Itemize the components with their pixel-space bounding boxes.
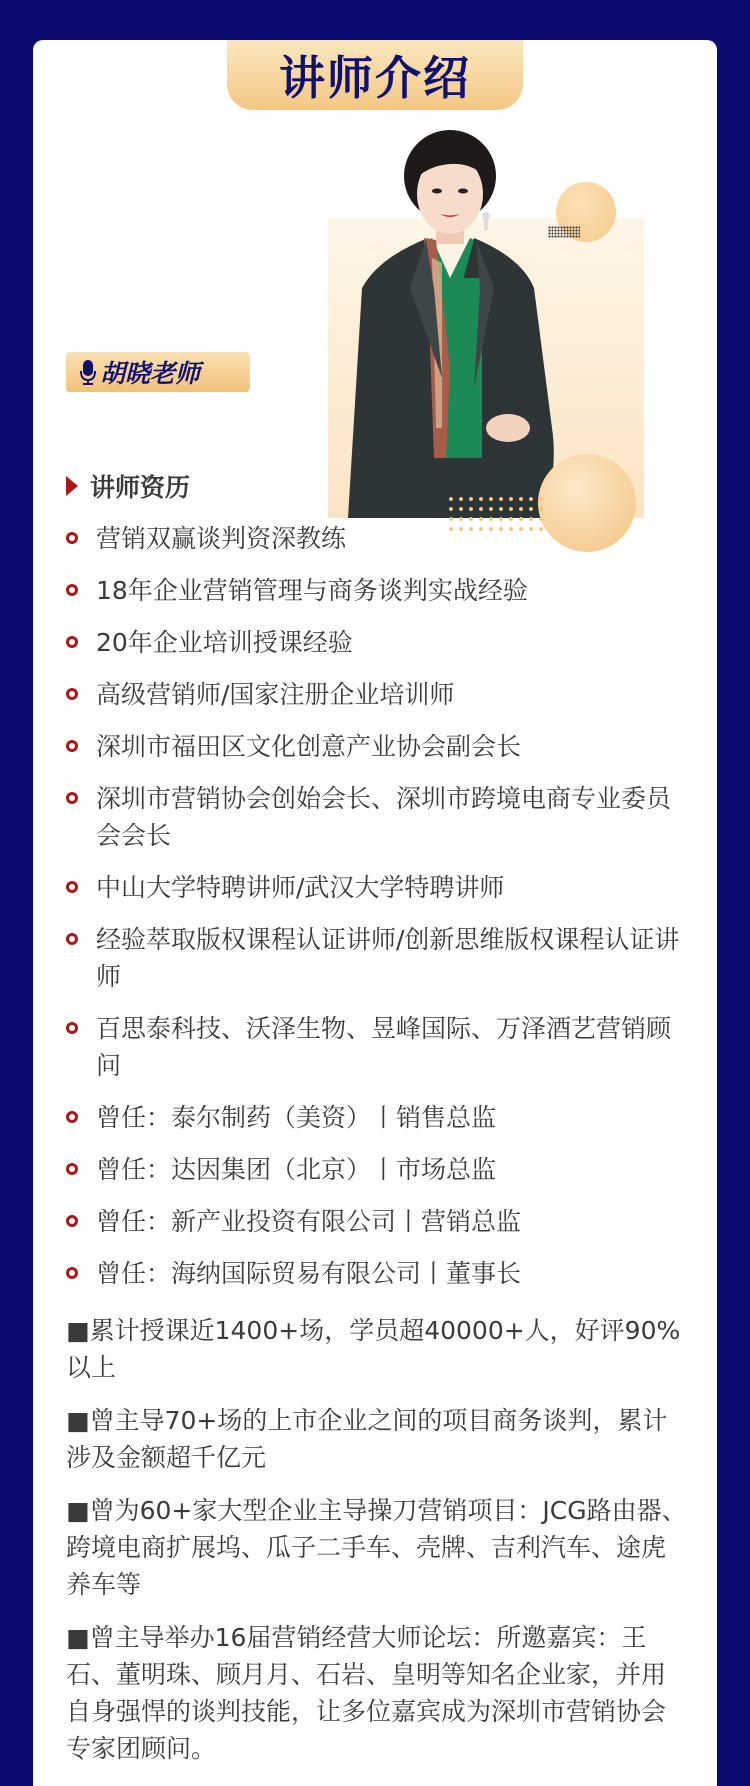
list-item: 营销双赢谈判资深教练 <box>64 520 684 557</box>
microphone-icon <box>80 358 96 386</box>
teacher-portrait <box>338 128 586 518</box>
list-item: 曾任：海纳国际贸易有限公司丨董事长 <box>64 1255 684 1292</box>
list-item: 中山大学特聘讲师/武汉大学特聘讲师 <box>64 869 684 906</box>
ring-bullet-icon <box>66 933 78 945</box>
list-item: 曾任：新产业投资有限公司丨营销总监 <box>64 1203 684 1240</box>
list-item: 曾任：泰尔制药（美资）丨销售总监 <box>64 1099 684 1136</box>
achievement-paragraphs <box>66 1312 690 1783</box>
ring-bullet-icon <box>66 1163 78 1175</box>
list-item: 经验萃取版权课程认证讲师/创新思维版权课程认证讲师 <box>64 921 684 995</box>
teacher-name-badge <box>66 352 250 392</box>
achievement-paragraph: ■曾为60+家大型企业主导操刀营销项目：JCG路由器、跨境电商扩展坞、瓜子二手车、壳牌、吉利汽车、途虎养车等 <box>66 1496 687 1599</box>
ring-bullet-icon <box>66 584 78 596</box>
list-item: 高级营销师/国家注册企业培训师 <box>64 676 684 713</box>
ring-bullet-icon <box>66 1215 78 1227</box>
achievement-paragraph: ■曾主导70+场的上市企业之间的项目商务谈判，累计涉及金额超千亿元 <box>66 1406 668 1472</box>
list-item: 深圳市福田区文化创意产业协会副会长 <box>64 728 684 765</box>
teacher-name: 胡晓老师 <box>100 359 201 388</box>
list-item: 深圳市营销协会创始会长、深圳市跨境电商专业委员会会长 <box>64 780 684 854</box>
qualification-list <box>64 520 684 1307</box>
achievement-paragraph: ■累计授课近1400+场，学员超40000+人，好评90%以上 <box>66 1316 681 1382</box>
list-item: 曾任：达因集团（北京）丨市场总监 <box>64 1151 684 1188</box>
ring-bullet-icon <box>66 1267 78 1279</box>
list-item: 18年企业营销管理与商务谈判实战经验 <box>64 572 684 609</box>
section-heading <box>66 468 190 504</box>
ring-bullet-icon <box>66 1022 78 1034</box>
ring-bullet-icon <box>66 1111 78 1123</box>
ring-bullet-icon <box>66 740 78 752</box>
section-heading-text: 讲师资历 <box>90 473 191 502</box>
ring-bullet-icon <box>66 532 78 544</box>
triangle-right-icon <box>66 476 78 496</box>
achievement-paragraph: ■曾主导举办16届营销经营大师论坛：所邀嘉宾：王石、董明珠、顾月月、石岩、皇明等知名企业家，并用自身强悍的谈判技能，让多位嘉宾成为深圳市营销协会专家团顾问。 <box>66 1623 667 1763</box>
list-item: 百思泰科技、沃泽生物、昱峰国际、万泽酒艺营销顾问 <box>64 1010 684 1084</box>
ring-bullet-icon <box>66 881 78 893</box>
page-title: 讲师介绍 <box>227 40 523 110</box>
ring-bullet-icon <box>66 688 78 700</box>
ring-bullet-icon <box>66 792 78 804</box>
ring-bullet-icon <box>66 636 78 648</box>
list-item: 20年企业培训授课经验 <box>64 624 684 661</box>
